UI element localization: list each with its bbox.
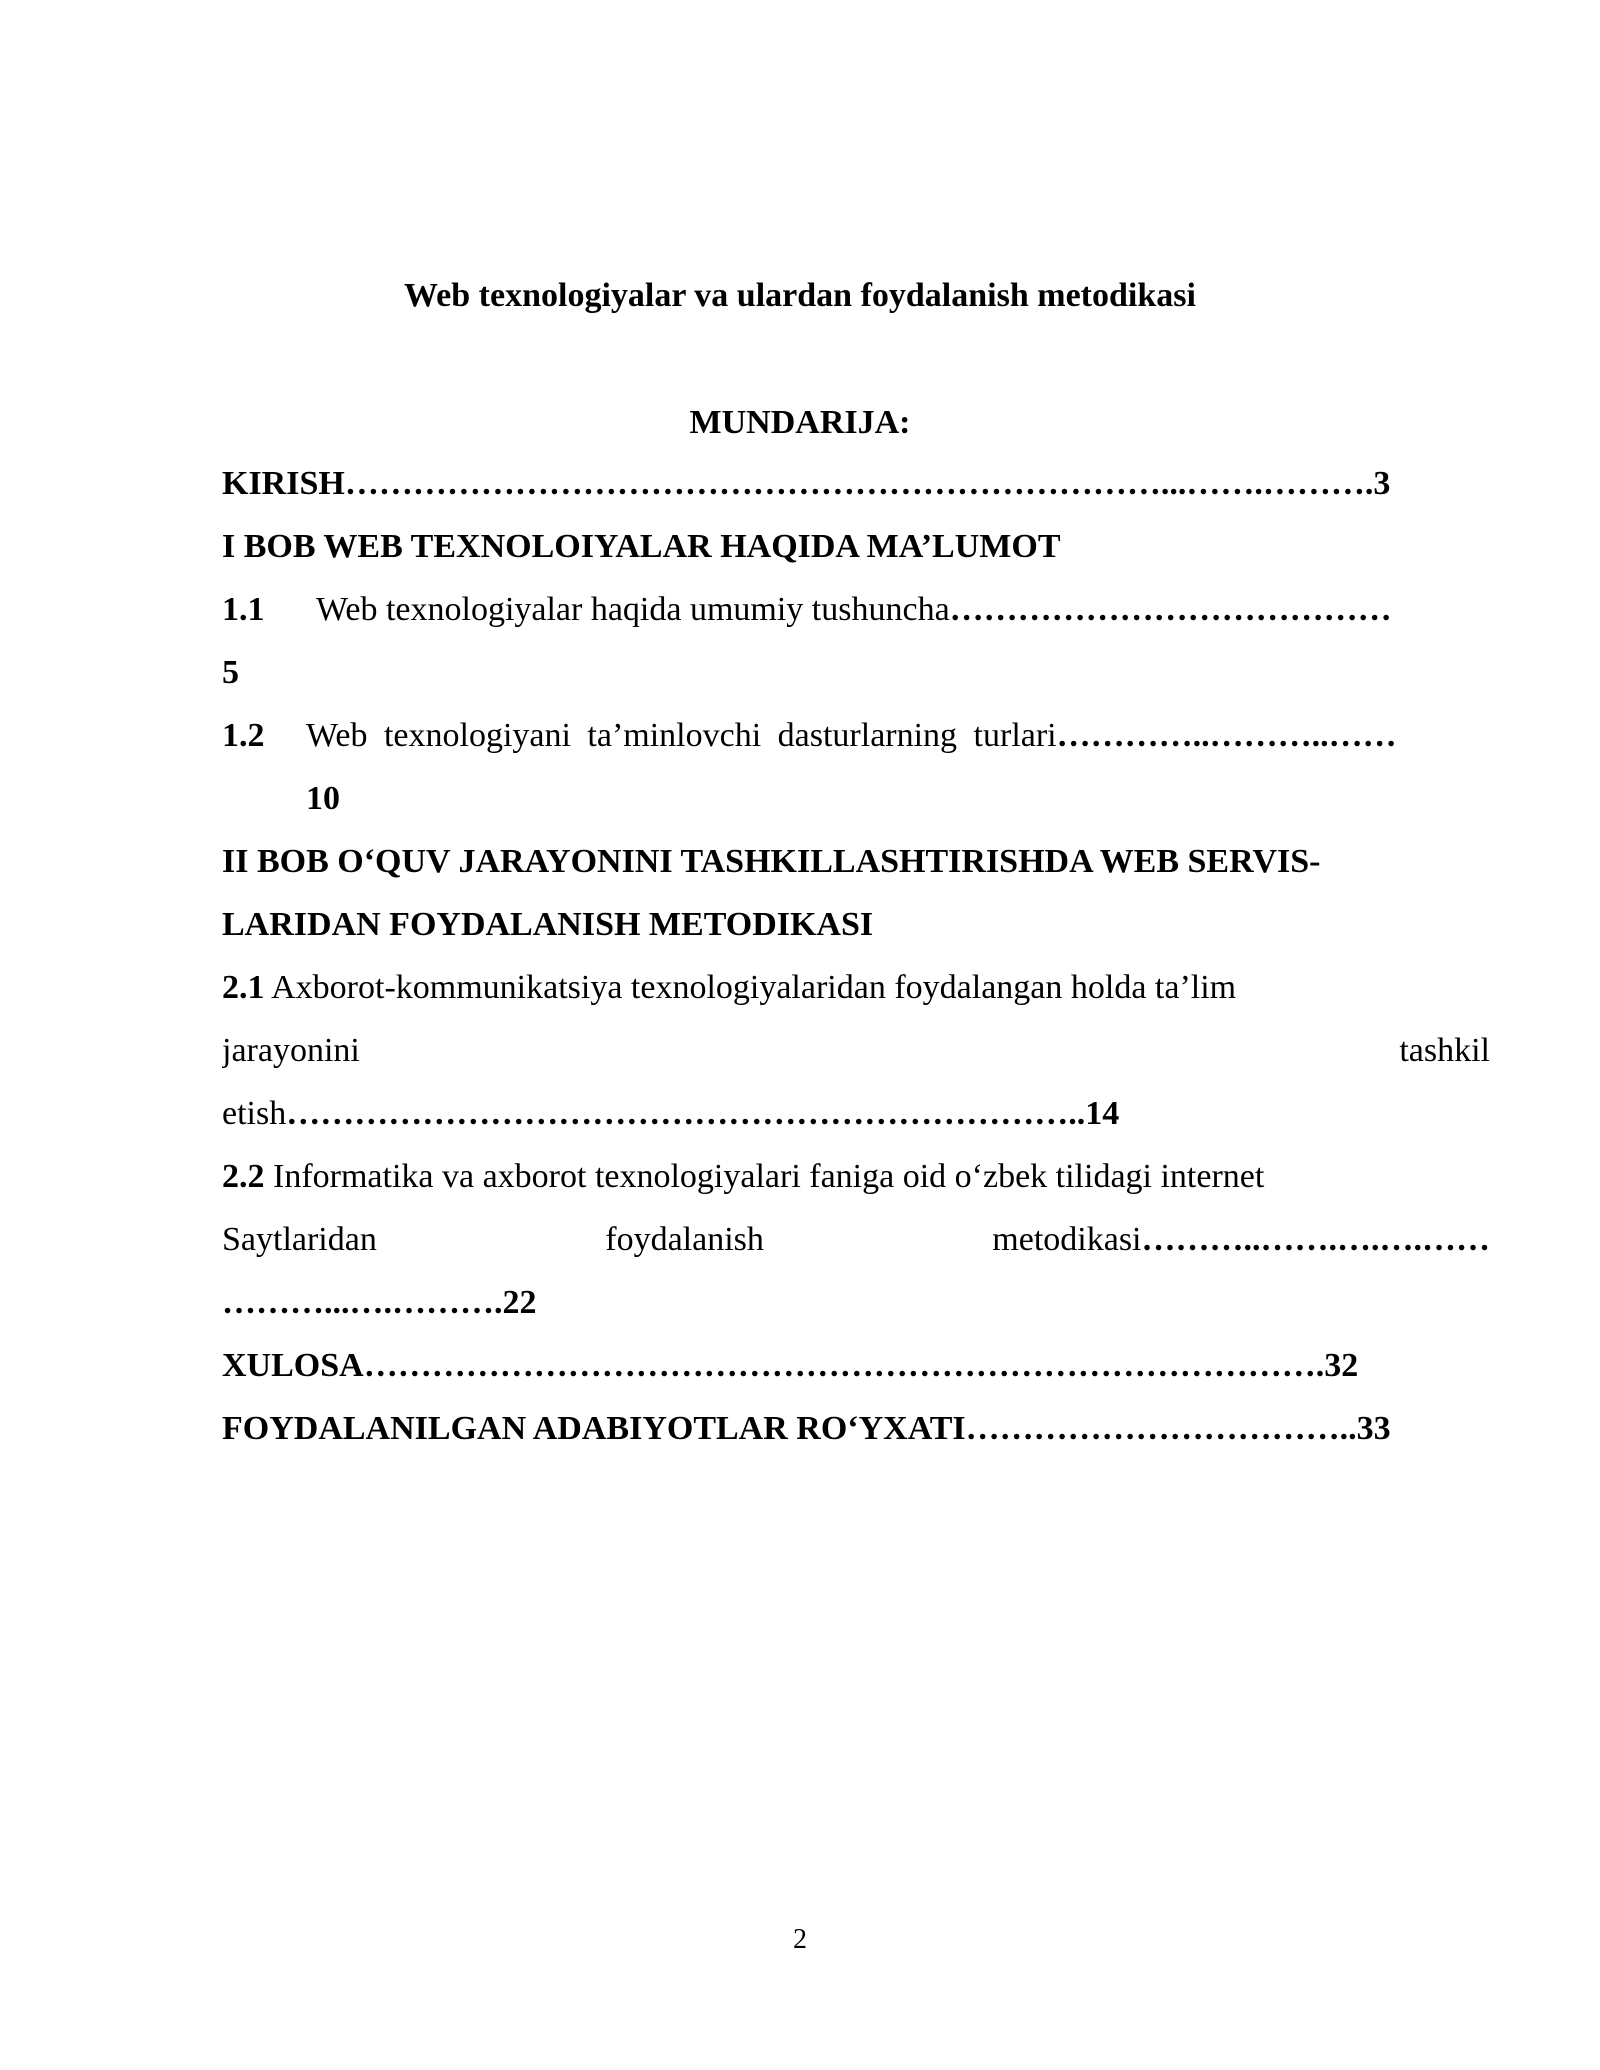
section-number: 2.2 <box>222 1158 265 1195</box>
toc-entry-1-2-page: 10 <box>306 780 340 817</box>
toc-chapter-2-line-1: II BOB O‘QUV JARAYONINI TASHKILLASHTIRISHDA WEB SERVIS- <box>222 843 1321 880</box>
toc-chapter-1: I BOB WEB TEXNOLOIYALAR HAQIDA MA’LUMOT <box>222 528 1061 565</box>
section-title: Informatika va axborot texnologiyalari faniga oid o‘zbek tilidagi internet <box>273 1158 1265 1195</box>
toc-entry-1-1 <box>222 586 1490 634</box>
toc-entry-2-2-page-line: ………...….……….22 <box>222 1284 537 1321</box>
section-number: 1.1 <box>222 591 265 628</box>
toc-entry-2-1 <box>222 964 1490 1012</box>
toc-chapter-2-line-2: LARIDAN FOYDALANISH METODIKASI <box>222 906 874 943</box>
toc-entry-introduction: KIRISH………………………………………………………………...…….……….3 <box>222 465 1391 502</box>
toc-entry-1-1-page: 5 <box>222 654 239 691</box>
toc-entry-conclusion: XULOSA………………………………………………………………………….32 <box>222 1347 1359 1384</box>
section-number: 1.2 <box>222 717 265 754</box>
section-title: Web texnologiyani ta’minlovchi dasturlarning turlari <box>306 717 1057 754</box>
toc-entry-2-2-continued <box>222 1216 1490 1264</box>
leader-dots: …………..………..…… <box>1056 717 1397 754</box>
section-title-end: etish <box>222 1095 287 1132</box>
toc-entry-1-2 <box>222 712 1490 760</box>
toc-entry-references: FOYDALANILGAN ADABIYOTLAR RO‘YXATI……………………………..33 <box>222 1410 1391 1447</box>
justified-word: jarayonini <box>222 1032 360 1069</box>
leader-dots: ………..…….….….…… <box>1141 1221 1490 1258</box>
section-number: 2.1 <box>222 969 265 1006</box>
justified-word: metodikasi <box>992 1221 1142 1258</box>
leader-dots: ………………………………… <box>949 591 1392 628</box>
toc-entry-2-1-continued <box>222 1027 1490 1075</box>
leader-dots-page: ……………………………………………………………..14 <box>286 1095 1120 1132</box>
justified-word: tashkil <box>1399 1032 1490 1069</box>
section-title: Web texnologiyalar haqida umumiy tushuncha <box>316 591 950 628</box>
section-title: Axborot-kommunikatsiya texnologiyalaridan foydalangan holda ta’lim <box>271 969 1237 1006</box>
justified-word: Saytlaridan <box>222 1221 377 1258</box>
toc-entry-2-1-page-line <box>222 1090 1490 1138</box>
document-title: Web texnologiyalar va ulardan foydalanish metodikasi <box>404 277 1196 314</box>
justified-word: foydalanish <box>605 1221 764 1258</box>
toc-heading: MUNDARIJA: <box>689 404 911 441</box>
page-number: 2 <box>793 1924 807 1955</box>
justified-group <box>992 1216 1490 1264</box>
toc-entry-2-2 <box>222 1153 1490 1201</box>
